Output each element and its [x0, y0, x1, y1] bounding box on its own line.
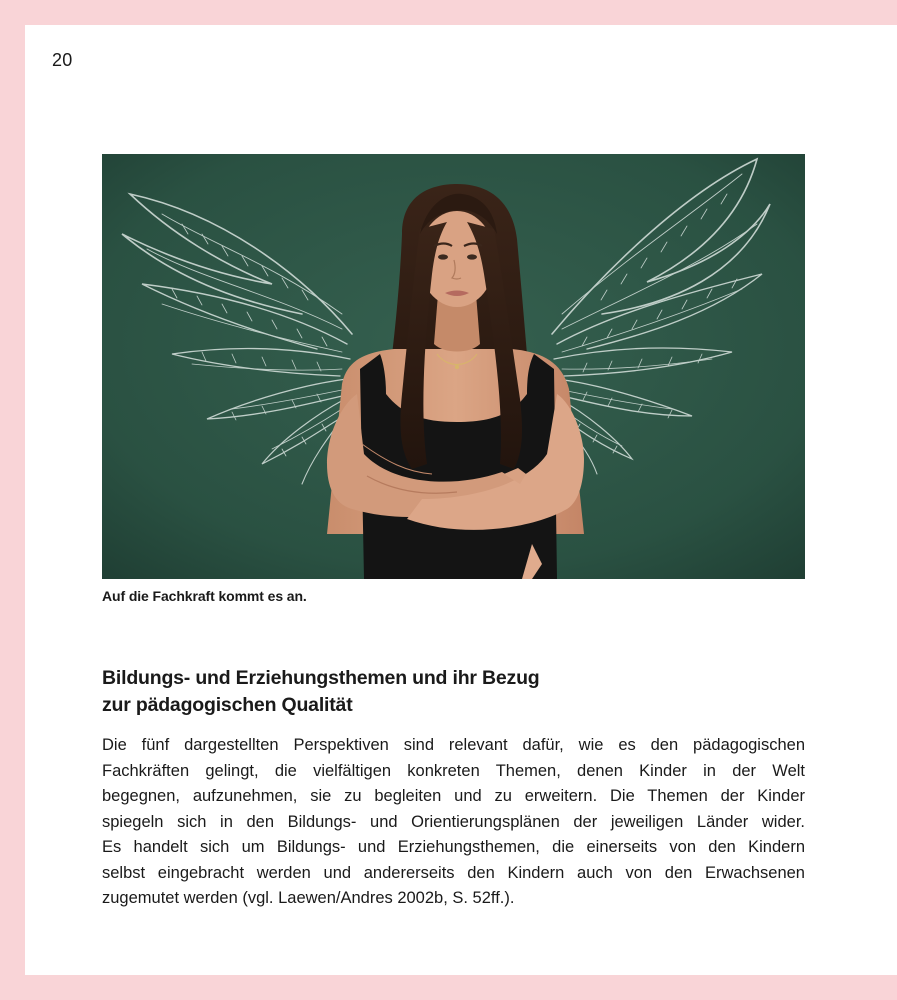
body-line: Fachkräften gelingt, die vielfältigen konkreten Themen, denen Kinder in der Welt — [102, 761, 805, 780]
body-paragraph — [102, 733, 805, 912]
page-number: 20 — [52, 50, 73, 70]
body-line: Die fünf dargestellten Perspektiven sind relevant dafür, wie es den pädagogischen — [102, 736, 805, 754]
page — [25, 25, 897, 975]
body-line: zugemutet werden (vgl. Laewen/Andres 2002b, S. 52ff.). — [102, 889, 515, 907]
section-heading — [102, 665, 702, 719]
body-line: selbst eingebracht werden und andererseits den Kindern auch von den Erwachsenen — [102, 863, 805, 882]
section-heading-line: Bildungs- und Erziehungsthemen und ihr Bezug — [102, 667, 540, 689]
figure-caption: Auf die Fachkraft kommt es an. — [102, 588, 307, 604]
photo-woman-chalk-wings — [102, 154, 805, 579]
body-line: begegnen, aufzunehmen, sie zu begleiten und zu erweitern. Die Themen der Kinder — [102, 787, 805, 805]
body-line: Es handelt sich um Bildungs- und Erziehungsthemen, die einerseits von den Kindern — [102, 838, 805, 856]
section-heading-line: zur pädagogischen Qualität — [102, 694, 353, 716]
body-line: spiegeln sich in den Bildungs- und Orientierungsplänen der jeweiligen Länder wider. — [102, 812, 805, 831]
